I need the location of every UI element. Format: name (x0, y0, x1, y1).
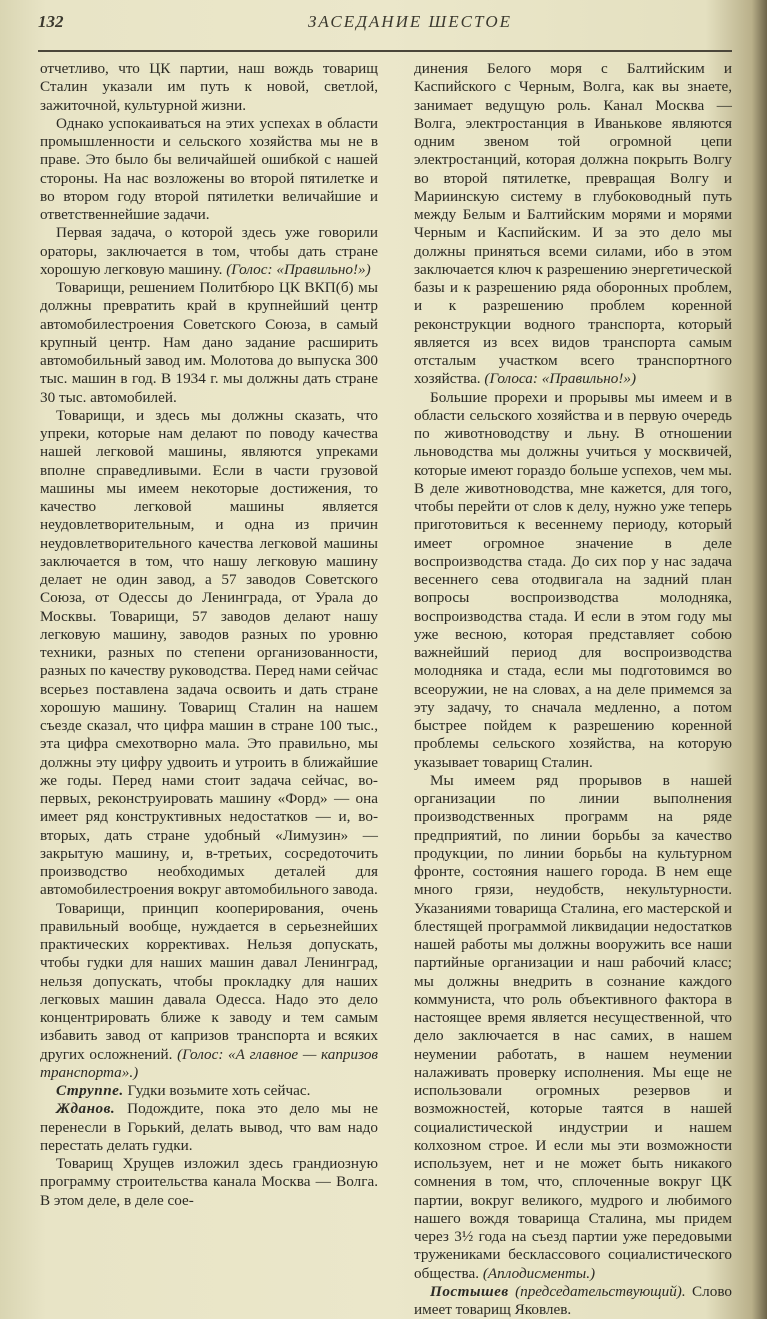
paragraph (40, 1155, 378, 1210)
audience-remark: (Аплодисменты.) (482, 1264, 596, 1282)
speaker-paragraph (40, 1100, 378, 1155)
speaker-name: Постышев (430, 1282, 509, 1300)
speaker-note: (председательствующий). (515, 1282, 686, 1300)
paragraph-text: Товарищи, и здесь мы должны сказать, что упреки, которые нам делают по поводу качества нашей легковой машины, являются упреками вполне справедливыми. Если в части грузовой машины мы имеем некоторые достижения, то качество легковой машины является неудовлетворительным, и одна из причин неудовлетворительного качества легковой машины заключается в том, что нашу легковую машину делает не один завод, а 57 заводов Советского Союза, от Одессы до Ленинграда, от Урала до Москвы. Товарищи, 57 заводов делают нашу легковую машину, заводов разных по уровню техники, разных по степени организованности, разных по качеству руководства. Перед нами сейчас всерьез поставлена задача освоить и дать стране хорошую машину. Товарищ Сталин на нашем съезде сказал, что цифра машин в стране 100 тыс., эта цифра смехотворно мала. Это правильно, мы должны эту цифру удвоить и утроить в ближайшие же годы. Перед нами стоит задача сейчас, во-первых, реконструировать машину «Форд» — она имеет ряд конструктивных недостатков — и, во-вторых, дать стране удобный «Лимузин» — закрытую машину, и, в-третьих, сосредоточить производство необходимых деталей для автомобилестроения вокруг автомобильного завода. (40, 406, 378, 899)
running-header (38, 12, 732, 38)
page-number: 132 (38, 12, 64, 31)
paragraph-text: Большие прорехи и прорывы мы имеем и в области сельского хозяйства и в первую очередь по животноводству и льну. В отношении льноводства мы должны учиться у москвичей, которые имеют гораздо больше успехов, чем мы. В деле животноводства, мне кажется, для того, чтобы перейти от слов к делу, нужно уже теперь приготовиться к весеннему периоду, который имеет огромное значение в деле воспроизводства стада. До сих пор у нас задача весеннего сева отодвигала на задний план вопросы воспроизводства молодняка, воспроизводства стада. И если в этом году мы уже весною, которая представляет собою важнейший период для воспроизводства молодняка и стада, если мы подготовимся во всеоружии, не на словах, а на деле примемся за эту задачу, то сначала медленно, а потом быстрее пойдем к разрешению коренной проблемы сельского хозяйства, на которую указывает товарищ Сталин. (414, 388, 732, 771)
header-rule (38, 50, 732, 52)
paragraph (414, 772, 732, 1283)
speaker-paragraph (40, 1082, 378, 1100)
paragraph (40, 407, 378, 900)
paragraph-text: Слово имеет товарищ Яковлев. (414, 1282, 732, 1318)
audience-remark: (Голос: «Правильно!») (226, 260, 371, 278)
paragraph (414, 60, 732, 389)
paragraph-text: отчетливо, что ЦК партии, наш вождь товарищ Сталин указали им путь к новой, светлой, зажиточной, культурной жизни. (40, 60, 378, 114)
audience-remark: (Голоса: «Правильно!») (484, 370, 637, 388)
paragraph (40, 900, 378, 1083)
paragraph-text: Товарищи, решением Политбюро ЦК ВКП(б) мы должны превратить край в крупнейший центр автомобилестроения Советского Союза, в самый крупный центр. Нам дано задание расширить автомобильный завод им. Молотова до выпуска 300 тыс. машин в год. В 1934 г. мы должны дать стране 30 тыс. автомобилей. (40, 279, 378, 406)
left-column (40, 60, 378, 1210)
paragraph-text: Мы имеем ряд прорывов в нашей организации по линии выполнения производственных программ на ряде предприятий, по линии борьбы за качество продукции, по линии борьбы на культурном фронте, состояния нашего города. В нем еще много грязи, неудобств, некультурности. Указаниями товарища Сталина, его мастерской и блестящей программой ликвидации недостатков нашей работы мы должны вооружить все наши партийные организации и наш рабочий класс; мы должны внедрить в сознание каждого коммуниста, что роль объективного фактора в настоящее время является несущественной, что дело заключается в нас самих, в нашем неумении работать, в нашем неумении налаживать проверку исполнения. Мы еще не использовали огромных резервов и возможностей, которые таятся в нашей социалистической индустрии и нашем колхозном строе. И если мы эти возможности используем, нет и не может быть никакого сомнения в том, что, сплоченные вокруг ЦК партии, вокруг великого, мудрого и любимого нашего вождя товарища Сталина, мы придем через 3½ года на съезд партии уже передовыми тружениками бесклассового социалистического общества. (414, 771, 732, 1282)
paragraph-text: Однако успокаиваться на этих успехах в области промышленности и сельского хозяйства мы не в праве. Это было бы величайшей ошибкой с нашей стороны. На нас возложены во второй пятилетке и во втором году второй пятилетки величайшие и ответственнейшие задачи. (40, 114, 378, 223)
paragraph-text: Первая задача, о которой здесь уже говорили ораторы, заключается в том, чтобы дать стране хорошую легковую машину. (40, 224, 378, 278)
paragraph (40, 115, 378, 225)
paragraph (414, 389, 732, 772)
paragraph-text: Товарищ Хрущев изложил здесь грандиозную программу строительства канала Москва — Волга. В этом деле, в деле сое- (40, 1155, 378, 1209)
paragraph (40, 279, 378, 407)
paragraph-text: Подождите, пока это дело мы не перенесли в Горький, делать вывод, что вам надо перестать делать гудки. (40, 1100, 379, 1154)
paragraph-text: Гудки возьмите хоть сейчас. (127, 1082, 311, 1099)
paragraph (40, 60, 378, 115)
audience-remark: (Голос: «А главное — капризов транспорта».) (40, 1045, 379, 1081)
paragraph-text: динения Белого моря с Балтийским и Каспийского с Черным, Волга, как вы знаете, занимает ведущую роль. Канал Москва — Волга, электростанция в Иванькове являются одним звеном той огромной цепи электростанций, которая должна покрыть Волгу во второй пятилетке, превращая Волгу и Мариинскую систему в глубоководный путь между Белым и Балтийским морями и морями Черным и Каспийским. И за это дело мы должны приняться всеми силами, ибо в этом заключается ключ к разрешению энергетической базы и к разрешению ряда оборонных проблем, и к разрешению проблем коренной реконструкции водного транспорта, который является из всех видов транспорта самым отсталым участком всего транспортного хозяйства. (414, 60, 732, 388)
paragraph (40, 224, 378, 279)
speaker-name: Струппе. (56, 1082, 124, 1099)
paragraph-text: Товарищи, принцип кооперирования, очень правильный вообще, нуждается в серьезнейших практических коррективах. Нельзя допускать, чтобы гудки для наших машин давал Ленинград, нельзя допускать, чтобы прокладку для наших легковых машин давала Одесса. Надо это дело концентрировать ближе к заводу и тем самым избавить завод от капризов транспорта и всяких других осложнений. (40, 899, 378, 1063)
speaker-paragraph (414, 1283, 732, 1319)
speaker-name: Жданов. (56, 1100, 116, 1118)
running-title: ЗАСЕДАНИЕ ШЕСТОЕ (308, 12, 513, 31)
right-column (414, 60, 732, 1319)
